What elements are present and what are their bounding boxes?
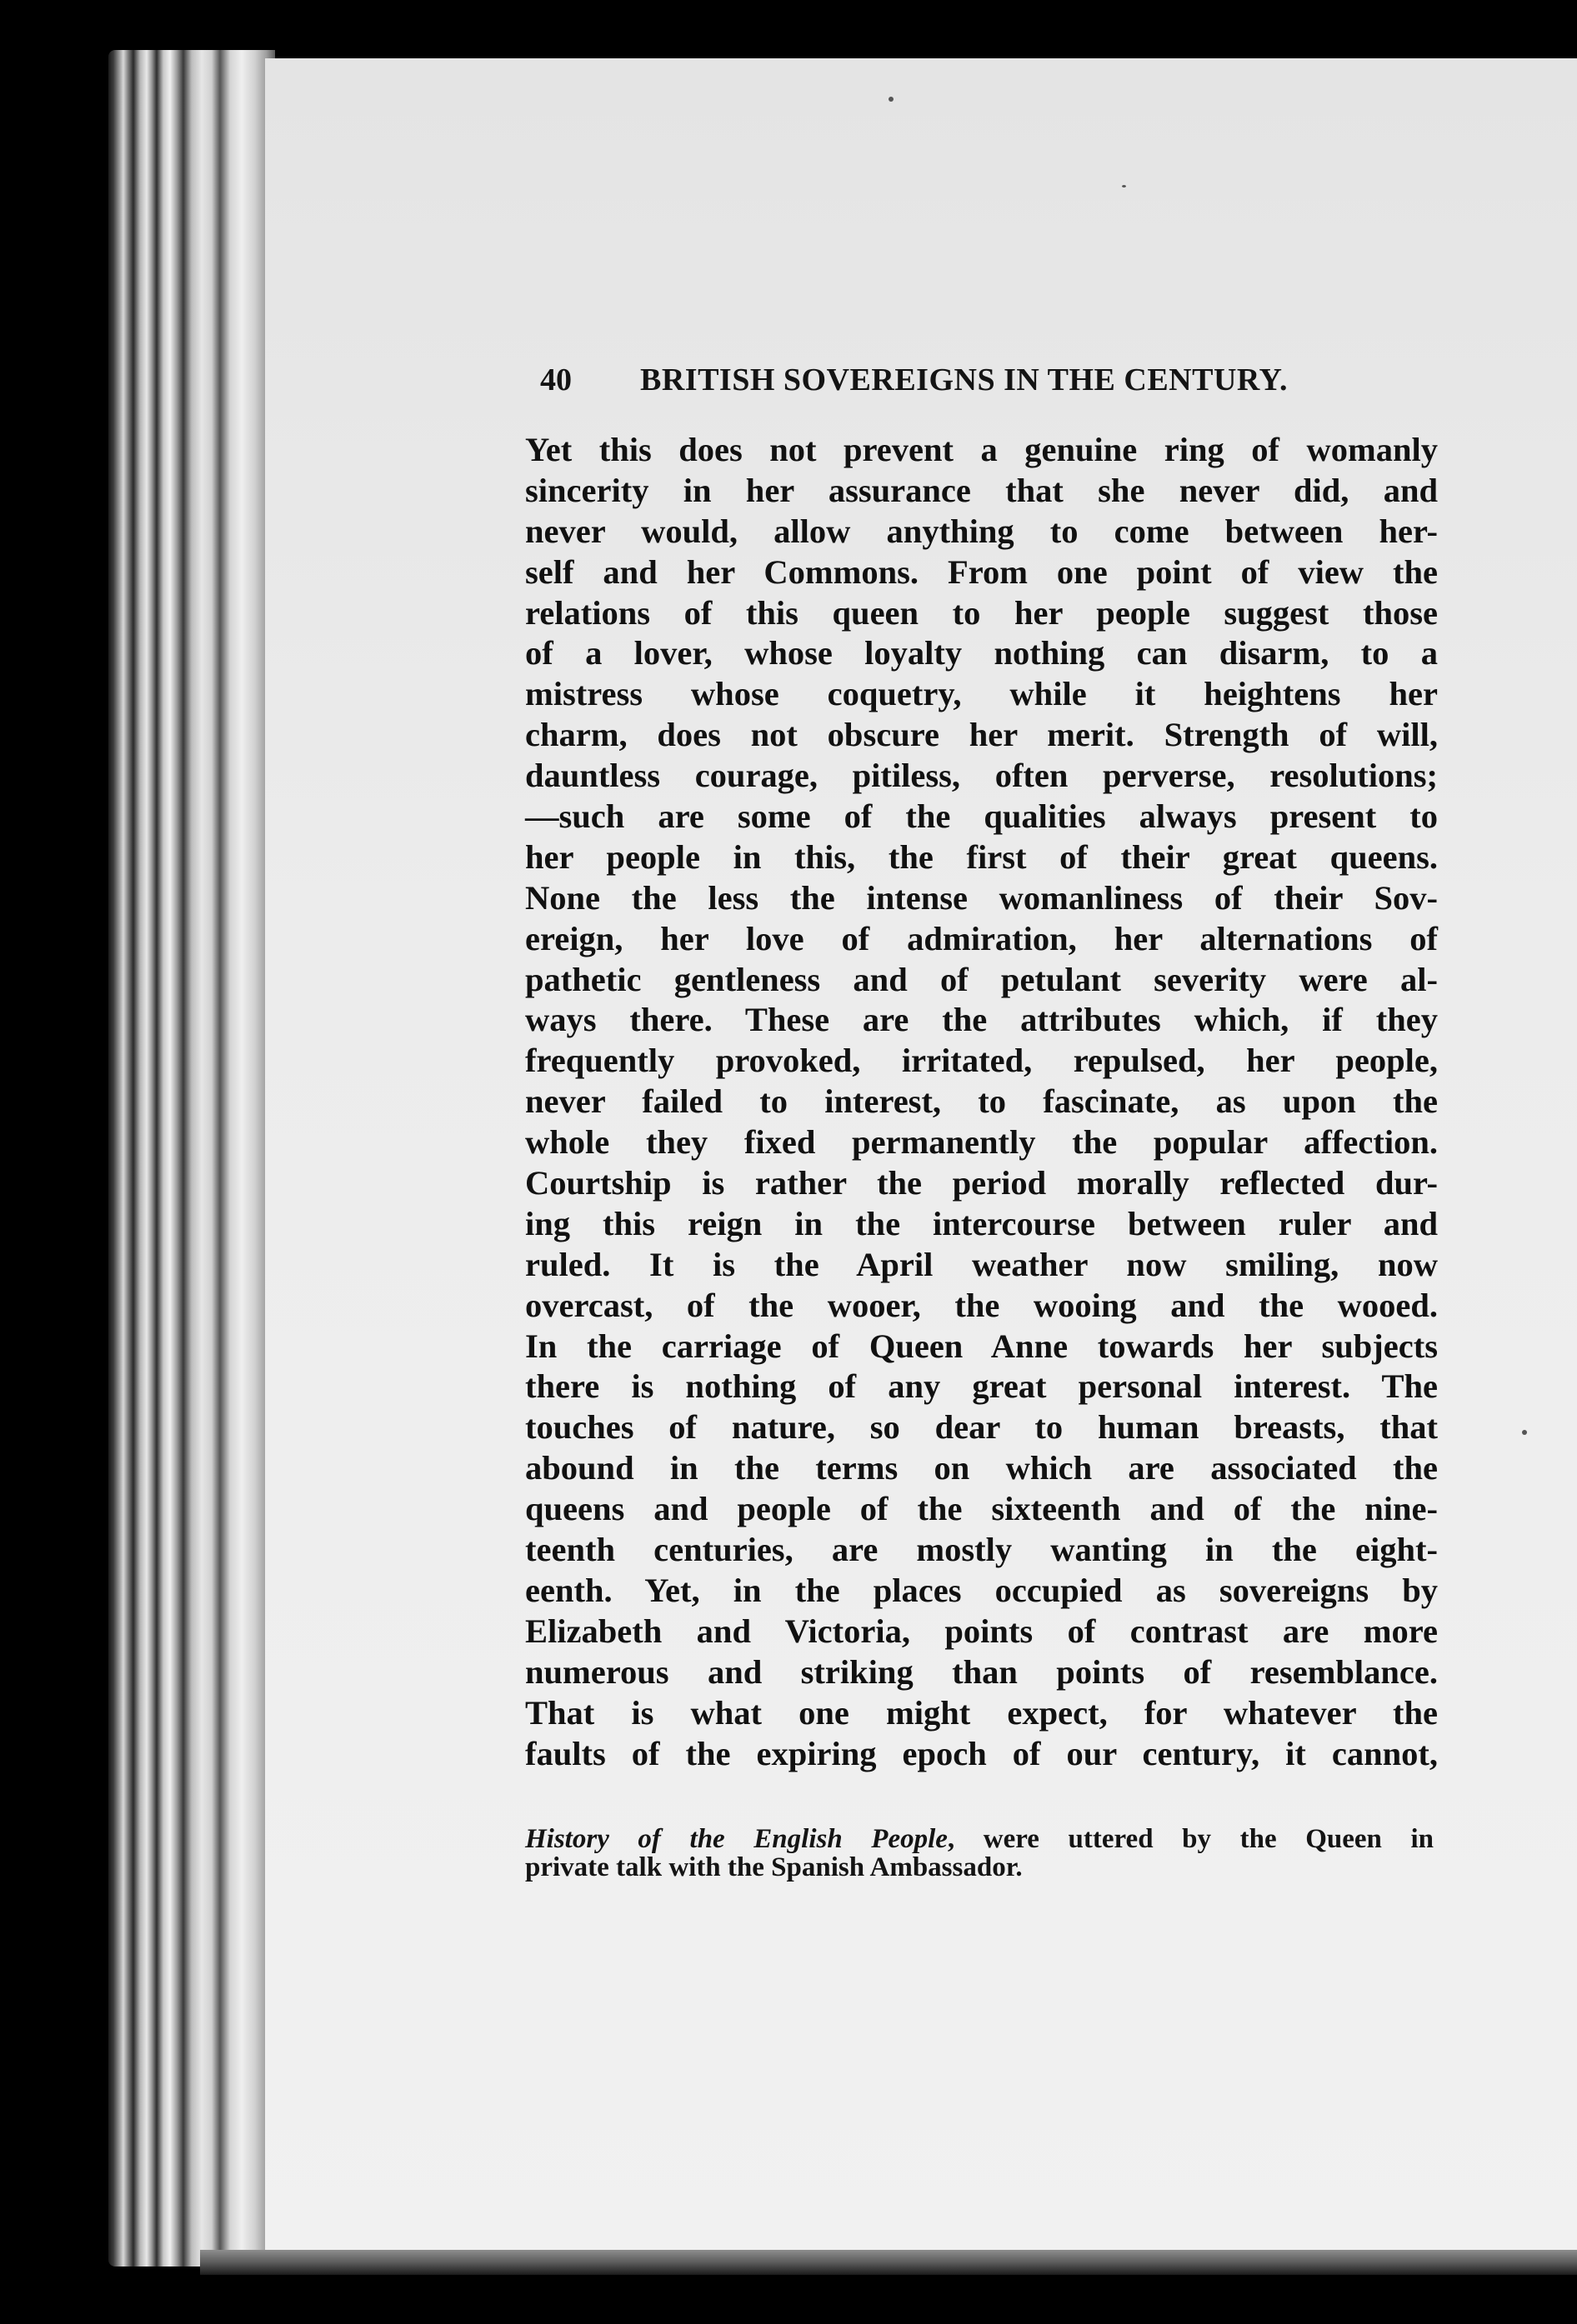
text-line: whole they fixed permanently the popular affection. <box>525 1123 1438 1162</box>
text-line: her people in this, the first of their great queens. <box>525 837 1438 876</box>
footnote <box>525 1825 1434 1882</box>
text-line: ereign, her love of admiration, her alternations of <box>525 919 1438 957</box>
text-line: numerous and striking than points of resemblance. <box>525 1652 1438 1691</box>
text-line: of a lover, whose loyalty nothing can disarm, to a <box>525 634 1438 672</box>
text-line: ruled. It is the April weather now smiling, now <box>525 1245 1438 1283</box>
text-line: teenth centuries, are mostly wanting in the eight- <box>525 1531 1438 1569</box>
text-line: mistress whose coquetry, while it heightens her <box>525 675 1438 713</box>
footnote-text: , were uttered by the Queen in <box>947 1824 1434 1854</box>
dust-speck <box>1522 1430 1527 1435</box>
dust-speck <box>889 97 894 102</box>
text-line: —such are some of the qualities always present to <box>525 797 1438 836</box>
text-line: queens and people of the sixteenth and of the nine- <box>525 1490 1438 1528</box>
text-line: ways there. These are the attributes which, if they <box>525 1001 1438 1039</box>
text-line: None the less the intense womanliness of their Sov- <box>525 878 1438 917</box>
text-line: never would, allow anything to come between her- <box>525 512 1438 550</box>
text-line: frequently provoked, irritated, repulsed, her people, <box>525 1042 1438 1080</box>
dust-speck <box>1122 185 1126 187</box>
text-line: self and her Commons. From one point of view the <box>525 552 1438 591</box>
footnote-line: private talk with the Spanish Ambassador. <box>525 1852 1023 1882</box>
footnote-book-title: History of the English People <box>525 1824 948 1854</box>
text-line: never failed to interest, to fascinate, as upon the <box>525 1082 1438 1121</box>
text-line: Yet this does not prevent a genuine ring of womanly <box>525 431 1438 468</box>
text-line: dauntless courage, pitiless, often perverse, resolutions; <box>525 757 1438 795</box>
page-edges <box>108 50 275 2267</box>
body-text <box>525 430 1438 1774</box>
text-line: charm, does not obscure her merit. Strength of will, <box>525 716 1438 754</box>
text-line: sincerity in her assurance that she never did, and <box>525 471 1438 509</box>
footnote-line <box>525 1825 1434 1853</box>
text-line: ing this reign in the intercourse between ruler and <box>525 1204 1438 1242</box>
text-line: That is what one might expect, for whatever the <box>525 1693 1438 1732</box>
text-line: pathetic gentleness and of petulant severity were al- <box>525 960 1438 998</box>
text-line: abound in the terms on which are associated the <box>525 1449 1438 1487</box>
text-line: faults of the expiring epoch of our century, it cannot, <box>525 1734 1438 1772</box>
text-line: eenth. Yet, in the places occupied as sovereigns by <box>525 1571 1438 1609</box>
text-line: touches of nature, so dear to human breasts, that <box>525 1408 1438 1447</box>
text-line: Courtship is rather the period morally reflected dur- <box>525 1164 1438 1202</box>
page-bottom-edge <box>200 2250 1577 2275</box>
page-header <box>540 362 1432 398</box>
text-line: Elizabeth and Victoria, points of contrast are more <box>525 1612 1438 1650</box>
text-line: In the carriage of Queen Anne towards her subjects <box>525 1327 1438 1365</box>
text-line: there is nothing of any great personal interest. The <box>525 1367 1438 1406</box>
page-number: 40 <box>540 362 572 397</box>
text-line: relations of this queen to her people suggest those <box>525 593 1438 632</box>
running-head: BRITISH SOVEREIGNS IN THE CENTURY. <box>640 362 1288 397</box>
text-line: overcast, of the wooer, the wooing and the wooed. <box>525 1286 1438 1324</box>
